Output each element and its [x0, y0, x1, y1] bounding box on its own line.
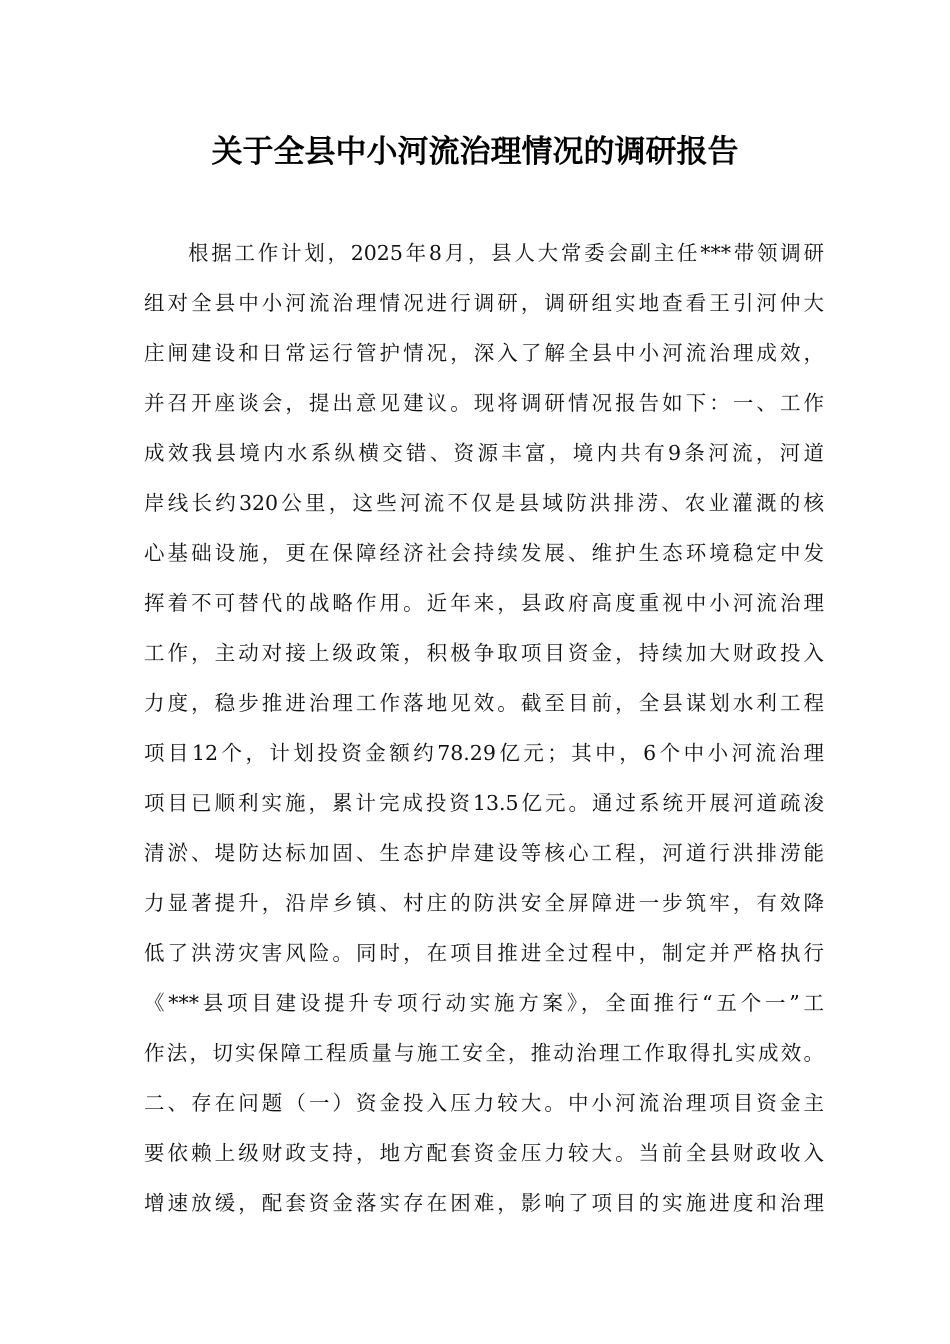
- body-line: 要依赖上级财政支持，地方配套资金压力较大。当前全县财政收入: [144, 1141, 824, 1165]
- body-line: 力度，稳步推进治理工作落地见效。截至目前，全县谋划水利工程: [144, 691, 824, 715]
- body-line: 清淤、堤防达标加固、生态护岸建设等核心工程，河道行洪排涝能: [144, 841, 824, 865]
- document-title: 关于全县中小河流治理情况的调研报告: [211, 134, 739, 170]
- body-line: 成效我县境内水系纵横交错、资源丰富，境内共有9条河流，河道: [144, 441, 824, 465]
- body-line: 工作，主动对接上级政策，积极争取项目资金，持续加大财政投入: [144, 641, 824, 665]
- body-line: 岸线长约320公里，这些河流不仅是县域防洪排涝、农业灌溉的核: [144, 491, 824, 515]
- body-line: 项目已顺利实施，累计完成投资13.5亿元。通过系统开展河道疏浚: [144, 791, 824, 815]
- body-line: 根据工作计划，2025年8月，县人大常委会副主任***带领调研: [188, 241, 824, 265]
- body-line: 心基础设施，更在保障经济社会持续发展、维护生态环境稳定中发: [144, 541, 824, 565]
- body-line: 项目12个，计划投资金额约78.29亿元；其中，6个中小河流治理: [144, 741, 824, 765]
- body-line: 组对全县中小河流治理情况进行调研，调研组实地查看王引河仲大: [144, 291, 824, 315]
- body-line: 低了洪涝灾害风险。同时，在项目推进全过程中，制定并严格执行: [144, 941, 824, 965]
- body-line: 庄闸建设和日常运行管护情况，深入了解全县中小河流治理成效，: [144, 341, 824, 365]
- body-line: 增速放缓，配套资金落实存在困难，影响了项目的实施进度和治理: [144, 1191, 824, 1215]
- body-line: 《***县项目建设提升专项行动实施方案》，全面推行“五个一”工: [144, 991, 824, 1015]
- body-line: 二、存在问题（一）资金投入压力较大。中小河流治理项目资金主: [144, 1091, 824, 1115]
- body-line: 挥着不可替代的战略作用。近年来，县政府高度重视中小河流治理: [144, 591, 824, 615]
- body-line: 并召开座谈会，提出意见建议。现将调研情况报告如下：一、工作: [144, 391, 824, 415]
- body-line: 力显著提升，沿岸乡镇、村庄的防洪安全屏障进一步筑牢，有效降: [144, 891, 824, 915]
- document-body: [144, 228, 824, 1228]
- body-line: 作法，切实保障工程质量与施工安全，推动治理工作取得扎实成效。: [144, 1041, 824, 1065]
